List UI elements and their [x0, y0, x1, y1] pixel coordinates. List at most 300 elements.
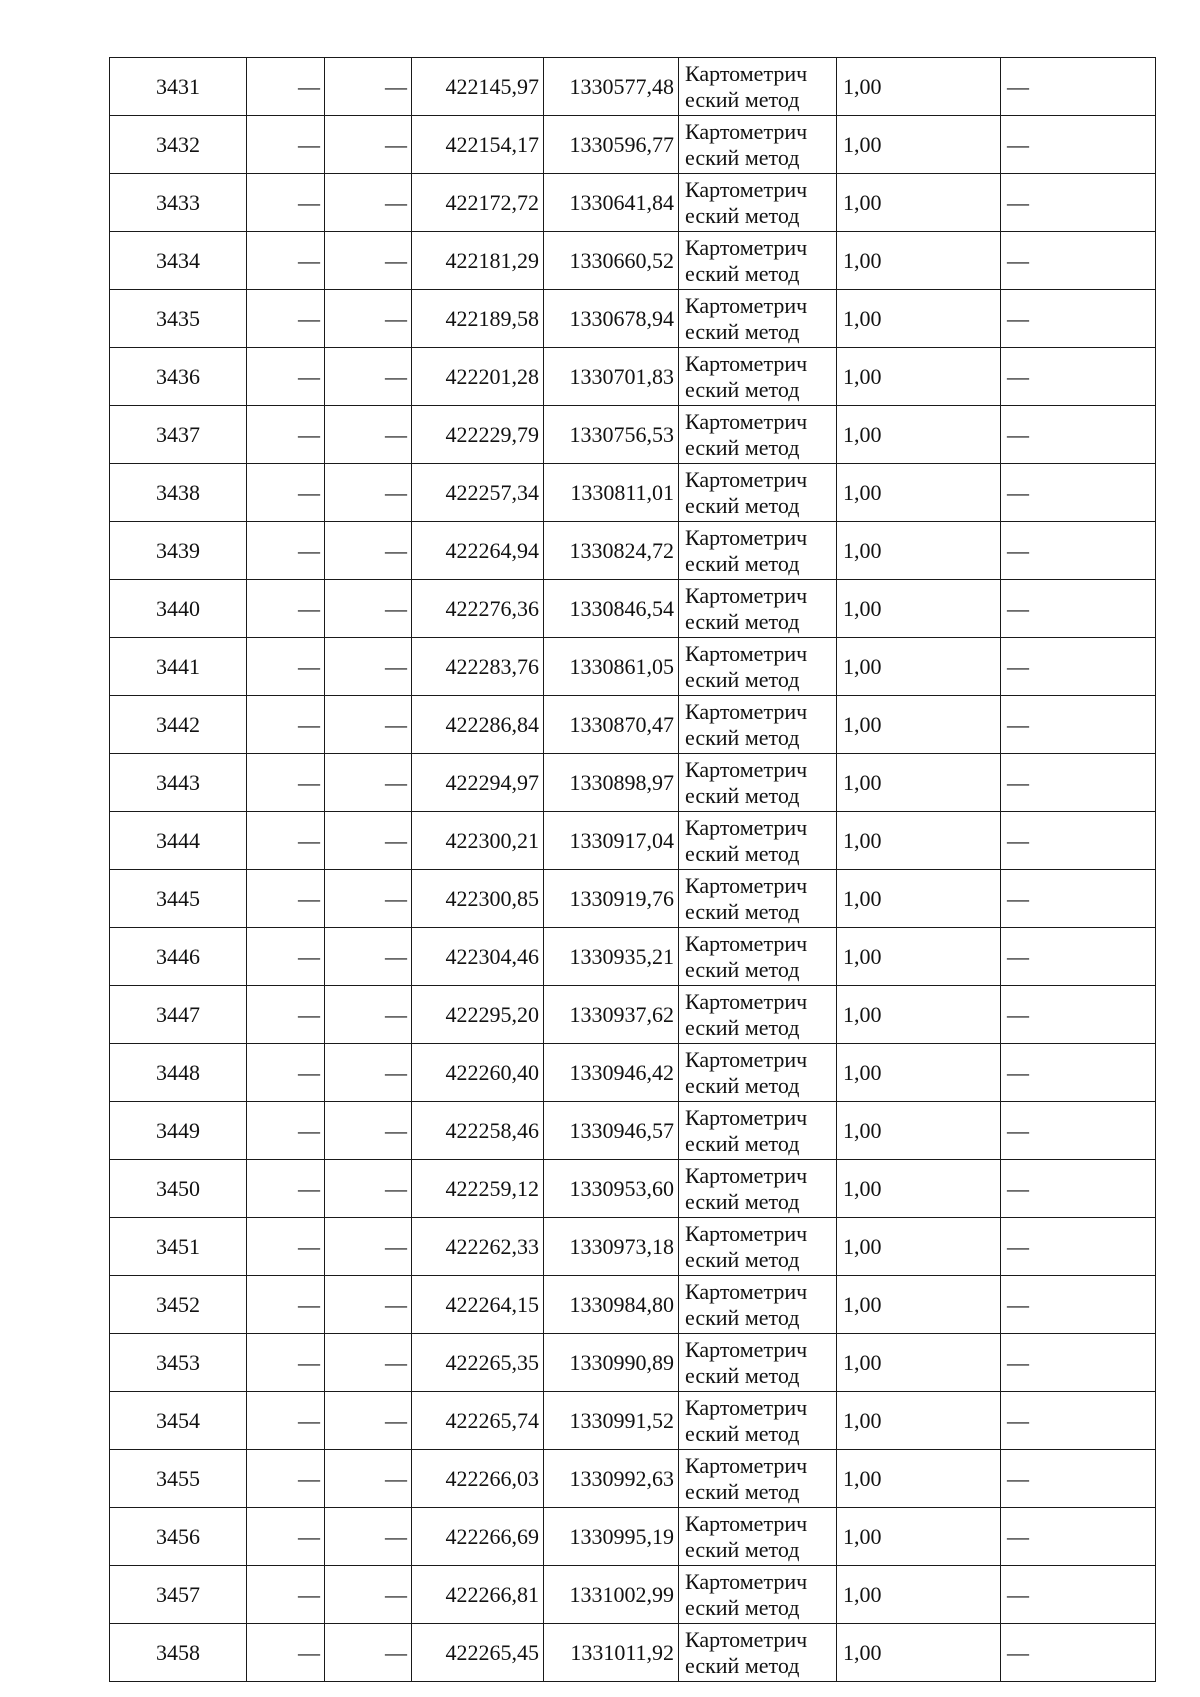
- accuracy-cell: 1,00: [837, 928, 1001, 986]
- y-coordinate-cell: 1330660,52: [544, 232, 679, 290]
- method-cell: [679, 1566, 837, 1624]
- point-number-cell: 3431: [110, 58, 247, 116]
- x-coordinate-cell: 422286,84: [412, 696, 544, 754]
- accuracy-cell: 1,00: [837, 638, 1001, 696]
- x-coordinate-cell: 422294,97: [412, 754, 544, 812]
- x-coordinate-cell: 422145,97: [412, 58, 544, 116]
- method-text-line: Картометрич: [685, 1220, 808, 1246]
- x-coordinate-cell: 422264,15: [412, 1276, 544, 1334]
- x-coordinate-cell: 422264,94: [412, 522, 544, 580]
- empty-dash-cell: —: [325, 290, 412, 348]
- empty-dash-cell: —: [247, 1044, 325, 1102]
- method-text-line: Картометрич: [685, 1510, 808, 1536]
- method-cell: [679, 1160, 837, 1218]
- method-text-line: еский метод: [685, 1130, 800, 1156]
- empty-dash-cell: —: [247, 522, 325, 580]
- y-coordinate-cell: 1330701,83: [544, 348, 679, 406]
- x-coordinate-cell: 422154,17: [412, 116, 544, 174]
- table-row: [110, 1102, 1156, 1160]
- y-coordinate-cell: 1331011,92: [544, 1624, 679, 1682]
- method-text-line: еский метод: [685, 608, 800, 634]
- x-coordinate-cell: 422304,46: [412, 928, 544, 986]
- method-cell: [679, 58, 837, 116]
- y-coordinate-cell: 1330641,84: [544, 174, 679, 232]
- table-row: [110, 1392, 1156, 1450]
- empty-dash-cell: —: [247, 116, 325, 174]
- empty-dash-cell: —: [1001, 1218, 1156, 1276]
- table-row: [110, 464, 1156, 522]
- empty-dash-cell: —: [1001, 464, 1156, 522]
- empty-dash-cell: —: [247, 1102, 325, 1160]
- empty-dash-cell: —: [1001, 1450, 1156, 1508]
- method-text-line: еский метод: [685, 492, 800, 518]
- method-text-line: еский метод: [685, 956, 800, 982]
- empty-dash-cell: —: [325, 174, 412, 232]
- method-text-line: еский метод: [685, 1652, 800, 1678]
- empty-dash-cell: —: [1001, 1566, 1156, 1624]
- empty-dash-cell: —: [1001, 696, 1156, 754]
- point-number-cell: 3455: [110, 1450, 247, 1508]
- method-text-line: Картометрич: [685, 640, 808, 666]
- point-number-cell: 3457: [110, 1566, 247, 1624]
- x-coordinate-cell: 422266,69: [412, 1508, 544, 1566]
- y-coordinate-cell: 1330946,42: [544, 1044, 679, 1102]
- method-text-line: еский метод: [685, 1594, 800, 1620]
- empty-dash-cell: —: [325, 754, 412, 812]
- empty-dash-cell: —: [1001, 232, 1156, 290]
- point-number-cell: 3439: [110, 522, 247, 580]
- empty-dash-cell: —: [1001, 522, 1156, 580]
- point-number-cell: 3445: [110, 870, 247, 928]
- table-row: [110, 406, 1156, 464]
- empty-dash-cell: —: [325, 464, 412, 522]
- table-row: [110, 928, 1156, 986]
- x-coordinate-cell: 422181,29: [412, 232, 544, 290]
- method-text-line: Картометрич: [685, 756, 808, 782]
- method-text-line: Картометрич: [685, 988, 808, 1014]
- method-cell: [679, 696, 837, 754]
- empty-dash-cell: —: [1001, 58, 1156, 116]
- method-text-line: еский метод: [685, 1188, 800, 1214]
- method-cell: [679, 870, 837, 928]
- x-coordinate-cell: 422276,36: [412, 580, 544, 638]
- point-number-cell: 3441: [110, 638, 247, 696]
- method-text-line: Картометрич: [685, 872, 808, 898]
- method-cell: [679, 1276, 837, 1334]
- empty-dash-cell: —: [247, 870, 325, 928]
- empty-dash-cell: —: [325, 1566, 412, 1624]
- accuracy-cell: 1,00: [837, 1044, 1001, 1102]
- table-row: [110, 1450, 1156, 1508]
- empty-dash-cell: —: [325, 1044, 412, 1102]
- method-cell: [679, 464, 837, 522]
- empty-dash-cell: —: [325, 1392, 412, 1450]
- empty-dash-cell: —: [247, 1450, 325, 1508]
- empty-dash-cell: —: [247, 58, 325, 116]
- empty-dash-cell: —: [1001, 290, 1156, 348]
- method-cell: [679, 1334, 837, 1392]
- empty-dash-cell: —: [247, 1566, 325, 1624]
- table-body: [110, 58, 1156, 1682]
- empty-dash-cell: —: [325, 116, 412, 174]
- x-coordinate-cell: 422172,72: [412, 174, 544, 232]
- table-row: [110, 580, 1156, 638]
- accuracy-cell: 1,00: [837, 406, 1001, 464]
- point-number-cell: 3456: [110, 1508, 247, 1566]
- method-cell: [679, 1392, 837, 1450]
- method-text-line: еский метод: [685, 260, 800, 286]
- empty-dash-cell: —: [247, 290, 325, 348]
- y-coordinate-cell: 1330919,76: [544, 870, 679, 928]
- method-text-line: еский метод: [685, 840, 800, 866]
- empty-dash-cell: —: [247, 754, 325, 812]
- empty-dash-cell: —: [325, 1450, 412, 1508]
- table-row: [110, 1218, 1156, 1276]
- method-text-line: Картометрич: [685, 60, 808, 86]
- empty-dash-cell: —: [325, 986, 412, 1044]
- table-row: [110, 1276, 1156, 1334]
- method-cell: [679, 174, 837, 232]
- method-text-line: еский метод: [685, 434, 800, 460]
- x-coordinate-cell: 422300,85: [412, 870, 544, 928]
- point-number-cell: 3446: [110, 928, 247, 986]
- method-text-line: Картометрич: [685, 466, 808, 492]
- point-number-cell: 3440: [110, 580, 247, 638]
- method-text-line: Картометрич: [685, 292, 808, 318]
- point-number-cell: 3453: [110, 1334, 247, 1392]
- point-number-cell: 3442: [110, 696, 247, 754]
- empty-dash-cell: —: [247, 1334, 325, 1392]
- y-coordinate-cell: 1330861,05: [544, 638, 679, 696]
- x-coordinate-cell: 422260,40: [412, 1044, 544, 1102]
- table-row: [110, 696, 1156, 754]
- method-text-line: Картометрич: [685, 1394, 808, 1420]
- method-text-line: Картометрич: [685, 524, 808, 550]
- method-text-line: Картометрич: [685, 234, 808, 260]
- method-text-line: Картометрич: [685, 176, 808, 202]
- method-text-line: еский метод: [685, 1246, 800, 1272]
- method-cell: [679, 232, 837, 290]
- accuracy-cell: 1,00: [837, 1450, 1001, 1508]
- method-text-line: еский метод: [685, 782, 800, 808]
- method-text-line: Картометрич: [685, 1568, 808, 1594]
- empty-dash-cell: —: [1001, 1160, 1156, 1218]
- empty-dash-cell: —: [247, 812, 325, 870]
- empty-dash-cell: —: [325, 1624, 412, 1682]
- accuracy-cell: 1,00: [837, 1160, 1001, 1218]
- method-text-line: еский метод: [685, 1362, 800, 1388]
- method-text-line: еский метод: [685, 1014, 800, 1040]
- point-number-cell: 3438: [110, 464, 247, 522]
- empty-dash-cell: —: [247, 232, 325, 290]
- x-coordinate-cell: 422295,20: [412, 986, 544, 1044]
- point-number-cell: 3443: [110, 754, 247, 812]
- table-row: [110, 1334, 1156, 1392]
- method-cell: [679, 522, 837, 580]
- method-text-line: Картометрич: [685, 1104, 808, 1130]
- accuracy-cell: 1,00: [837, 696, 1001, 754]
- point-number-cell: 3449: [110, 1102, 247, 1160]
- empty-dash-cell: —: [325, 232, 412, 290]
- table-row: [110, 522, 1156, 580]
- point-number-cell: 3450: [110, 1160, 247, 1218]
- y-coordinate-cell: 1330995,19: [544, 1508, 679, 1566]
- empty-dash-cell: —: [325, 696, 412, 754]
- empty-dash-cell: —: [1001, 1334, 1156, 1392]
- y-coordinate-cell: 1331002,99: [544, 1566, 679, 1624]
- table-row: [110, 232, 1156, 290]
- table-row: [110, 1160, 1156, 1218]
- point-number-cell: 3458: [110, 1624, 247, 1682]
- method-text-line: еский метод: [685, 202, 800, 228]
- x-coordinate-cell: 422229,79: [412, 406, 544, 464]
- method-text-line: еский метод: [685, 898, 800, 924]
- method-text-line: еский метод: [685, 550, 800, 576]
- empty-dash-cell: —: [1001, 174, 1156, 232]
- method-text-line: еский метод: [685, 1420, 800, 1446]
- y-coordinate-cell: 1330678,94: [544, 290, 679, 348]
- y-coordinate-cell: 1330937,62: [544, 986, 679, 1044]
- accuracy-cell: 1,00: [837, 290, 1001, 348]
- accuracy-cell: 1,00: [837, 1102, 1001, 1160]
- method-cell: [679, 638, 837, 696]
- method-text-line: еский метод: [685, 86, 800, 112]
- accuracy-cell: 1,00: [837, 232, 1001, 290]
- empty-dash-cell: —: [1001, 1508, 1156, 1566]
- method-text-line: еский метод: [685, 318, 800, 344]
- method-text-line: еский метод: [685, 1478, 800, 1504]
- table-row: [110, 1624, 1156, 1682]
- empty-dash-cell: —: [1001, 1392, 1156, 1450]
- method-text-line: еский метод: [685, 1536, 800, 1562]
- table-row: [110, 812, 1156, 870]
- empty-dash-cell: —: [325, 870, 412, 928]
- table-row: [110, 986, 1156, 1044]
- method-text-line: еский метод: [685, 724, 800, 750]
- y-coordinate-cell: 1330898,97: [544, 754, 679, 812]
- y-coordinate-cell: 1330946,57: [544, 1102, 679, 1160]
- empty-dash-cell: —: [247, 986, 325, 1044]
- empty-dash-cell: —: [247, 1392, 325, 1450]
- method-text-line: Картометрич: [685, 118, 808, 144]
- coordinates-table: [109, 57, 1156, 1682]
- y-coordinate-cell: 1330824,72: [544, 522, 679, 580]
- method-text-line: Картометрич: [685, 582, 808, 608]
- x-coordinate-cell: 422257,34: [412, 464, 544, 522]
- empty-dash-cell: —: [247, 1276, 325, 1334]
- accuracy-cell: 1,00: [837, 58, 1001, 116]
- table-row: [110, 290, 1156, 348]
- accuracy-cell: 1,00: [837, 870, 1001, 928]
- empty-dash-cell: —: [1001, 986, 1156, 1044]
- method-cell: [679, 290, 837, 348]
- point-number-cell: 3447: [110, 986, 247, 1044]
- point-number-cell: 3432: [110, 116, 247, 174]
- empty-dash-cell: —: [325, 1160, 412, 1218]
- table-row: [110, 870, 1156, 928]
- table-row: [110, 116, 1156, 174]
- x-coordinate-cell: 422258,46: [412, 1102, 544, 1160]
- point-number-cell: 3451: [110, 1218, 247, 1276]
- empty-dash-cell: —: [1001, 348, 1156, 406]
- accuracy-cell: 1,00: [837, 986, 1001, 1044]
- empty-dash-cell: —: [247, 348, 325, 406]
- method-cell: [679, 986, 837, 1044]
- empty-dash-cell: —: [247, 696, 325, 754]
- accuracy-cell: 1,00: [837, 174, 1001, 232]
- empty-dash-cell: —: [325, 580, 412, 638]
- method-cell: [679, 1044, 837, 1102]
- x-coordinate-cell: 422265,74: [412, 1392, 544, 1450]
- method-text-line: еский метод: [685, 1072, 800, 1098]
- empty-dash-cell: —: [1001, 638, 1156, 696]
- y-coordinate-cell: 1330756,53: [544, 406, 679, 464]
- empty-dash-cell: —: [325, 1508, 412, 1566]
- x-coordinate-cell: 422189,58: [412, 290, 544, 348]
- y-coordinate-cell: 1330596,77: [544, 116, 679, 174]
- accuracy-cell: 1,00: [837, 464, 1001, 522]
- y-coordinate-cell: 1330973,18: [544, 1218, 679, 1276]
- method-text-line: Картометрич: [685, 1452, 808, 1478]
- method-cell: [679, 1218, 837, 1276]
- point-number-cell: 3434: [110, 232, 247, 290]
- empty-dash-cell: —: [325, 348, 412, 406]
- x-coordinate-cell: 422201,28: [412, 348, 544, 406]
- empty-dash-cell: —: [247, 1218, 325, 1276]
- x-coordinate-cell: 422283,76: [412, 638, 544, 696]
- x-coordinate-cell: 422262,33: [412, 1218, 544, 1276]
- accuracy-cell: 1,00: [837, 1276, 1001, 1334]
- y-coordinate-cell: 1330990,89: [544, 1334, 679, 1392]
- method-cell: [679, 1624, 837, 1682]
- y-coordinate-cell: 1330992,63: [544, 1450, 679, 1508]
- empty-dash-cell: —: [325, 1102, 412, 1160]
- method-text-line: Картометрич: [685, 1046, 808, 1072]
- method-cell: [679, 928, 837, 986]
- empty-dash-cell: —: [1001, 1624, 1156, 1682]
- empty-dash-cell: —: [247, 1508, 325, 1566]
- method-text-line: еский метод: [685, 376, 800, 402]
- y-coordinate-cell: 1330577,48: [544, 58, 679, 116]
- accuracy-cell: 1,00: [837, 522, 1001, 580]
- table-row: [110, 638, 1156, 696]
- empty-dash-cell: —: [1001, 1102, 1156, 1160]
- empty-dash-cell: —: [247, 638, 325, 696]
- point-number-cell: 3433: [110, 174, 247, 232]
- table-row: [110, 348, 1156, 406]
- empty-dash-cell: —: [325, 522, 412, 580]
- empty-dash-cell: —: [325, 406, 412, 464]
- y-coordinate-cell: 1330870,47: [544, 696, 679, 754]
- empty-dash-cell: —: [325, 1218, 412, 1276]
- empty-dash-cell: —: [1001, 406, 1156, 464]
- accuracy-cell: 1,00: [837, 1218, 1001, 1276]
- method-text-line: Картометрич: [685, 1278, 808, 1304]
- method-cell: [679, 1102, 837, 1160]
- method-cell: [679, 348, 837, 406]
- empty-dash-cell: —: [1001, 928, 1156, 986]
- point-number-cell: 3435: [110, 290, 247, 348]
- accuracy-cell: 1,00: [837, 812, 1001, 870]
- point-number-cell: 3436: [110, 348, 247, 406]
- empty-dash-cell: —: [325, 58, 412, 116]
- empty-dash-cell: —: [247, 1160, 325, 1218]
- y-coordinate-cell: 1330811,01: [544, 464, 679, 522]
- x-coordinate-cell: 422266,03: [412, 1450, 544, 1508]
- empty-dash-cell: —: [247, 1624, 325, 1682]
- empty-dash-cell: —: [247, 464, 325, 522]
- x-coordinate-cell: 422259,12: [412, 1160, 544, 1218]
- x-coordinate-cell: 422266,81: [412, 1566, 544, 1624]
- method-cell: [679, 1450, 837, 1508]
- empty-dash-cell: —: [325, 812, 412, 870]
- method-text-line: еский метод: [685, 666, 800, 692]
- y-coordinate-cell: 1330984,80: [544, 1276, 679, 1334]
- accuracy-cell: 1,00: [837, 116, 1001, 174]
- method-cell: [679, 116, 837, 174]
- method-text-line: Картометрич: [685, 698, 808, 724]
- accuracy-cell: 1,00: [837, 1392, 1001, 1450]
- method-text-line: Картометрич: [685, 1162, 808, 1188]
- accuracy-cell: 1,00: [837, 1566, 1001, 1624]
- table-row: [110, 1566, 1156, 1624]
- y-coordinate-cell: 1330917,04: [544, 812, 679, 870]
- empty-dash-cell: —: [247, 580, 325, 638]
- point-number-cell: 3452: [110, 1276, 247, 1334]
- method-text-line: еский метод: [685, 1304, 800, 1330]
- table-row: [110, 754, 1156, 812]
- empty-dash-cell: —: [325, 1276, 412, 1334]
- y-coordinate-cell: 1330846,54: [544, 580, 679, 638]
- empty-dash-cell: —: [247, 928, 325, 986]
- x-coordinate-cell: 422300,21: [412, 812, 544, 870]
- empty-dash-cell: —: [325, 638, 412, 696]
- x-coordinate-cell: 422265,45: [412, 1624, 544, 1682]
- table-row: [110, 1508, 1156, 1566]
- accuracy-cell: 1,00: [837, 580, 1001, 638]
- accuracy-cell: 1,00: [837, 1508, 1001, 1566]
- method-text-line: Картометрич: [685, 408, 808, 434]
- method-text-line: Картометрич: [685, 1336, 808, 1362]
- empty-dash-cell: —: [1001, 116, 1156, 174]
- y-coordinate-cell: 1330935,21: [544, 928, 679, 986]
- accuracy-cell: 1,00: [837, 754, 1001, 812]
- empty-dash-cell: —: [247, 406, 325, 464]
- method-text-line: Картометрич: [685, 1626, 808, 1652]
- x-coordinate-cell: 422265,35: [412, 1334, 544, 1392]
- table-row: [110, 58, 1156, 116]
- method-cell: [679, 406, 837, 464]
- empty-dash-cell: —: [1001, 870, 1156, 928]
- method-cell: [679, 1508, 837, 1566]
- empty-dash-cell: —: [325, 928, 412, 986]
- table-row: [110, 174, 1156, 232]
- accuracy-cell: 1,00: [837, 1334, 1001, 1392]
- point-number-cell: 3448: [110, 1044, 247, 1102]
- table-row: [110, 1044, 1156, 1102]
- accuracy-cell: 1,00: [837, 1624, 1001, 1682]
- method-text-line: Картометрич: [685, 814, 808, 840]
- empty-dash-cell: —: [325, 1334, 412, 1392]
- y-coordinate-cell: 1330953,60: [544, 1160, 679, 1218]
- empty-dash-cell: —: [1001, 1276, 1156, 1334]
- empty-dash-cell: —: [1001, 1044, 1156, 1102]
- method-cell: [679, 580, 837, 638]
- accuracy-cell: 1,00: [837, 348, 1001, 406]
- empty-dash-cell: —: [1001, 754, 1156, 812]
- empty-dash-cell: —: [1001, 580, 1156, 638]
- point-number-cell: 3437: [110, 406, 247, 464]
